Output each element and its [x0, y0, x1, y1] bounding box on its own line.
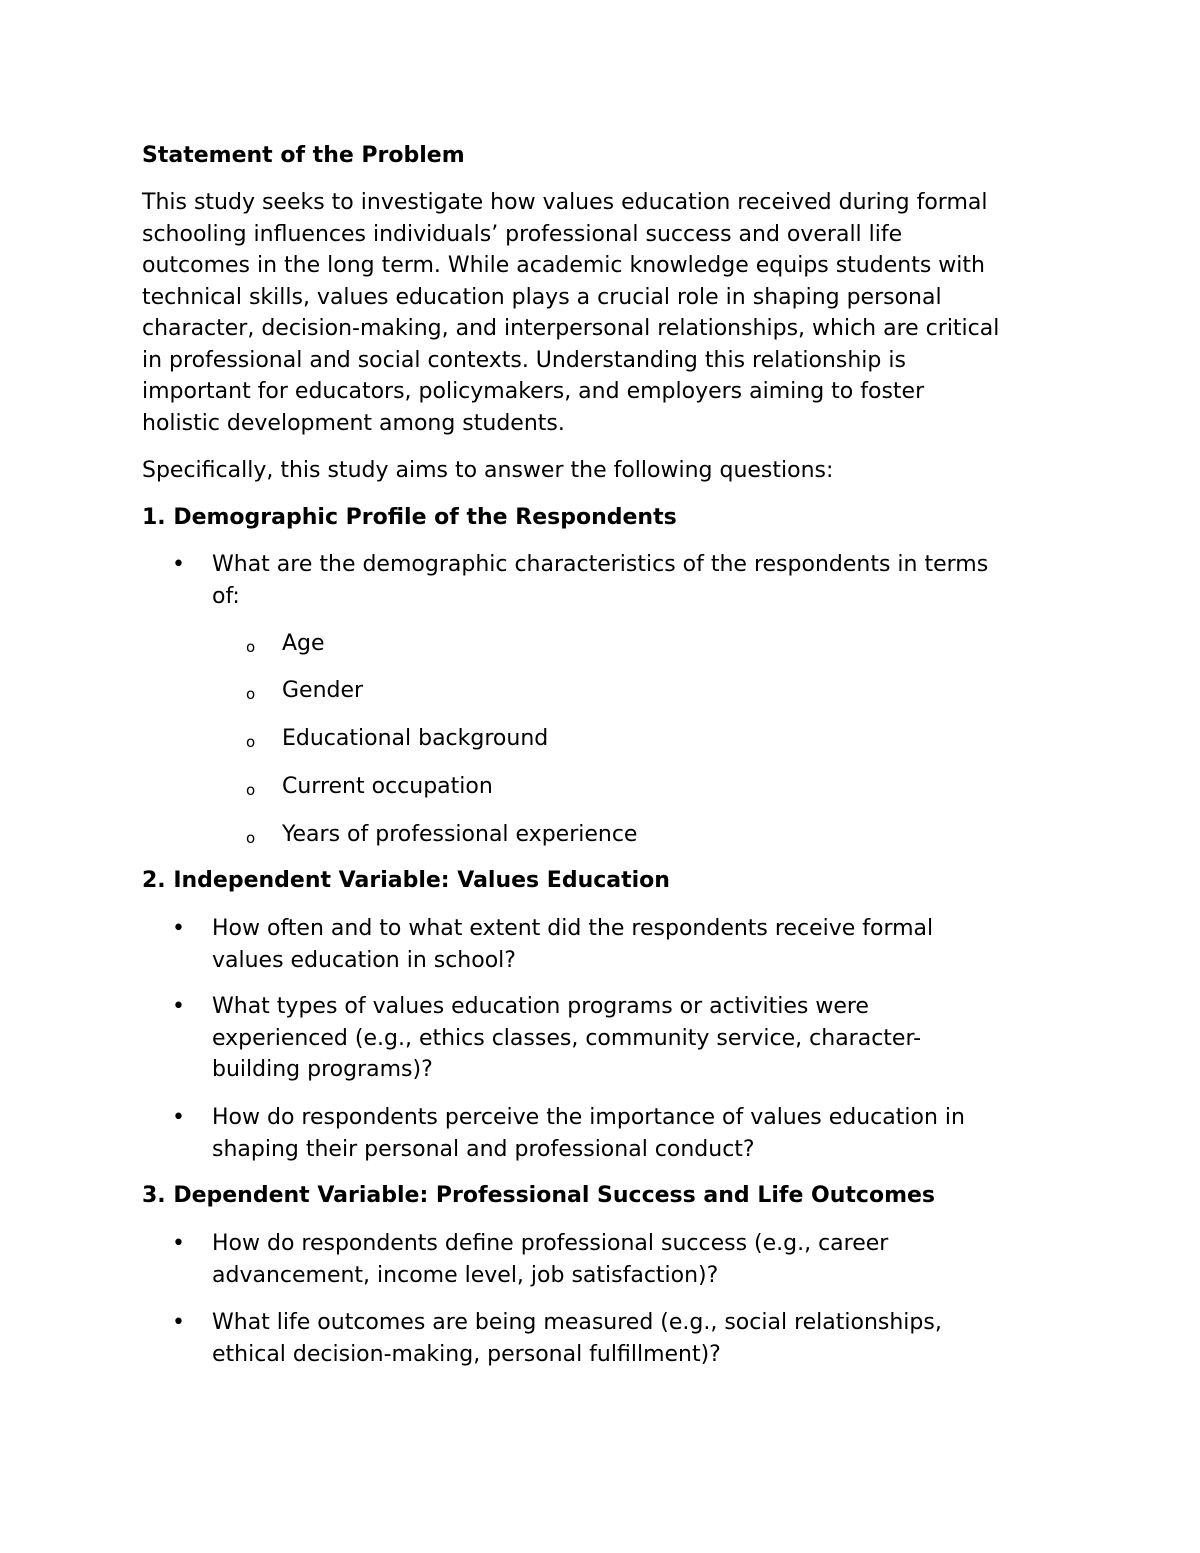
sub-item-text: Gender: [282, 678, 364, 703]
bullet-icon: •: [172, 916, 185, 941]
lead-in-paragraph: Specifically, this study aims to answer the following questions:: [142, 458, 834, 483]
bullet-text: How often and to what extent did the respondents receive formal values education in school?: [212, 916, 934, 973]
section-3-heading: 3. Dependent Variable: Professional Success and Life Outcomes: [142, 1183, 936, 1208]
bullet-text: How do respondents perceive the importance of values education in shaping their personal and professional conduct?: [212, 1105, 965, 1162]
bullet-icon: •: [172, 1105, 185, 1130]
bullet-icon: •: [172, 1231, 185, 1256]
bullet-text: What are the demographic characteristics of the respondents in terms of:: [212, 552, 989, 609]
circle-bullet-icon: o: [246, 733, 256, 751]
sub-item-text: Current occupation: [282, 774, 493, 799]
sub-item-text: Years of professional experience: [282, 822, 638, 847]
circle-bullet-icon: o: [246, 638, 256, 656]
sub-item-text: Age: [282, 631, 325, 656]
bullet-text: What life outcomes are being measured (e.g., social relationships, ethical decision-making, personal fulfillment)?: [212, 1310, 942, 1367]
section-2-heading: 2. Independent Variable: Values Education: [142, 868, 670, 893]
circle-bullet-icon: o: [246, 781, 256, 799]
bullet-icon: •: [172, 1310, 185, 1335]
bullet-text: What types of values education programs or activities were experienced (e.g., ethics classes, community service, character- building programs)?: [212, 994, 922, 1082]
document-title: Statement of the Problem: [142, 143, 465, 168]
intro-paragraph: This study seeks to investigate how values education received during formal schooling influences individuals’ professional success and overall life outcomes in the long term. While academic knowledge equips students with technical skills, values education plays a crucial role in shaping personal character, decision-making, and interpersonal relationships, which are critical in professional and social contexts. Understanding this relationship is important for educators, policymakers, and employers aiming to foster holistic development among students.: [142, 190, 1000, 436]
bullet-icon: •: [172, 994, 185, 1019]
bullet-icon: •: [172, 552, 185, 577]
circle-bullet-icon: o: [246, 685, 256, 703]
sub-item-text: Educational background: [282, 726, 549, 751]
circle-bullet-icon: o: [246, 829, 256, 847]
section-1-heading: 1. Demographic Profile of the Respondents: [142, 505, 677, 530]
bullet-text: How do respondents define professional success (e.g., career advancement, income level, job satisfaction)?: [212, 1231, 889, 1288]
